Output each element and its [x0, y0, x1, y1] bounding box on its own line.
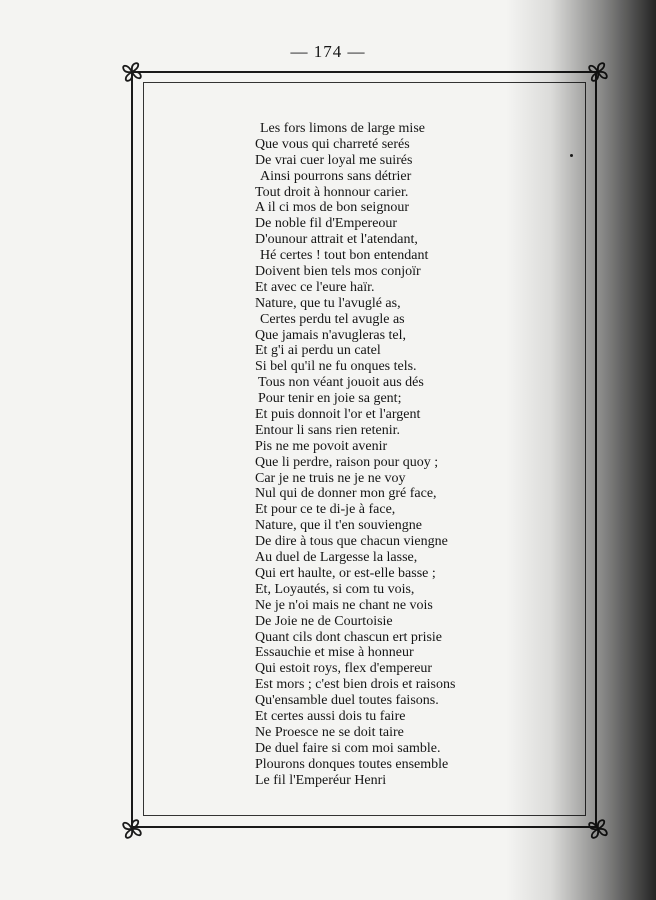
poem-line: Et pour ce te di-je à face, [255, 502, 396, 518]
poem-text [255, 121, 575, 788]
poem-line: Nul qui de donner mon gré face, [255, 486, 437, 502]
poem-line: Ne Proesce ne se doit taire [255, 724, 404, 740]
poem-line: Nature, que il t'en souviengne [255, 518, 422, 534]
poem-line: Est mors ; c'est bien drois et raisons [255, 677, 456, 693]
poem-line: Quant cils dont chascun ert prisie [255, 629, 443, 645]
poem-line: Que vous qui charreté serés [255, 136, 410, 152]
page-number: — 174 — [290, 42, 366, 61]
poem-line: Tout droit à honnour carier. [255, 184, 409, 200]
poem-line: Qui ert haulte, or est-elle basse ; [255, 565, 436, 581]
poem-line: Tous non véant jouoit aus dés [258, 375, 424, 391]
corner-ornament-icon [585, 59, 611, 85]
poem-line: Les fors limons de large mise [260, 121, 425, 136]
poem-line: Entour li sans rien retenir. [255, 422, 401, 438]
poem-line: Qu'ensamble duel toutes faisons. [255, 693, 439, 709]
poem-line: Hé certes ! tout bon entendant [260, 248, 429, 264]
poem-line: Au duel de Largesse la lasse, [255, 550, 418, 566]
poem-line: De noble fil d'Empereour [255, 216, 398, 232]
poem-line: Que jamais n'avugleras tel, [255, 327, 407, 343]
poem-line: De vrai cuer loyal me suirés [255, 152, 413, 168]
poem-line: De dire à tous que chacun viengne [255, 534, 448, 550]
poem-line: Essauchie et mise à honneur [255, 645, 414, 661]
poem-line: Et g'i ai perdu un catel [255, 343, 381, 359]
poem-line: Que li perdre, raison pour quoy ; [255, 454, 439, 470]
corner-ornament-icon [585, 816, 611, 842]
poem-line: Nature, que tu l'avuglé as, [255, 295, 401, 311]
poem-line: Et certes aussi dois tu faire [255, 708, 406, 724]
poem-line: Qui estoit roys, flex d'empereur [255, 661, 433, 677]
poem-line: D'ounour attrait et l'atendant, [255, 232, 418, 248]
poem-line: Ne je n'oi mais ne chant ne vois [255, 597, 433, 613]
poem-line: Ainsi pourrons sans détrier [260, 168, 412, 184]
poem-line: De Joie ne de Courtoisie [255, 613, 393, 629]
poem-line: Et, Loyautés, si com tu vois, [255, 581, 415, 597]
poem-line: Et puis donnoit l'or et l'argent [255, 407, 421, 423]
corner-ornament-icon [119, 59, 145, 85]
poem-line: Plourons donques toutes ensemble [255, 756, 449, 772]
ink-speck [570, 154, 573, 157]
poem-line: Car je ne truis ne je ne voy [255, 470, 406, 486]
poem-line: Certes perdu tel avugle as [260, 311, 405, 327]
corner-ornament-icon [119, 816, 145, 842]
poem-line: Et avec ce l'eure haïr. [255, 279, 375, 295]
poem-line: Doivent bien tels mos conjoïr [255, 264, 421, 280]
poem-line: Si bel qu'il ne fu onques tels. [255, 359, 417, 375]
poem-line: Pour tenir en joie sa gent; [258, 391, 402, 407]
poem-line: De duel faire si com moi samble. [255, 740, 441, 756]
poem-line: Pis ne me povoit avenir [255, 438, 388, 454]
poem-line: A il ci mos de bon seignour [255, 200, 409, 216]
poem-line: Le fil l'Emperéur Henri [255, 772, 387, 788]
